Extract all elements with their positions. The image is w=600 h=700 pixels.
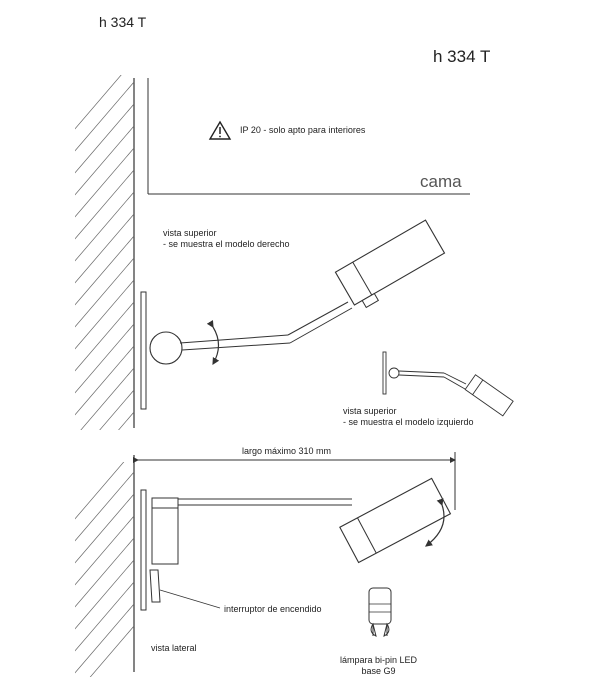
top-view-right-line2: - se muestra el modelo derecho [163,239,290,249]
switch-label: interruptor de encendido [224,604,322,614]
side-view-label: vista lateral [151,643,197,653]
top-view-right-line1: vista superior [163,228,217,238]
top-view-left-line2: - se muestra el modelo izquierdo [343,417,474,427]
rotate-arrow-top [213,327,219,364]
bed-label: cama [420,172,462,191]
max-length-label: largo máximo 310 mm [242,446,332,456]
wall-hatching-bottom [74,450,134,696]
bulb-line1: lámpara bi-pin LED [340,655,418,665]
document-code-small: h 334 T [99,14,147,30]
document-code-large: h 334 T [433,47,491,66]
top-view-left-line1: vista superior [343,406,397,416]
bulb-line2: base G9 [361,666,396,676]
wall-hatching-top [74,60,134,482]
top-view-right-caption [163,228,290,250]
g9-bulb-icon [369,588,391,636]
warning-triangle-icon [210,122,230,139]
side-view-lamp [141,478,450,610]
ip-warning-text: IP 20 - solo apto para interiores [240,125,366,135]
bulb-caption [340,655,417,677]
top-view-left-caption [343,406,474,428]
